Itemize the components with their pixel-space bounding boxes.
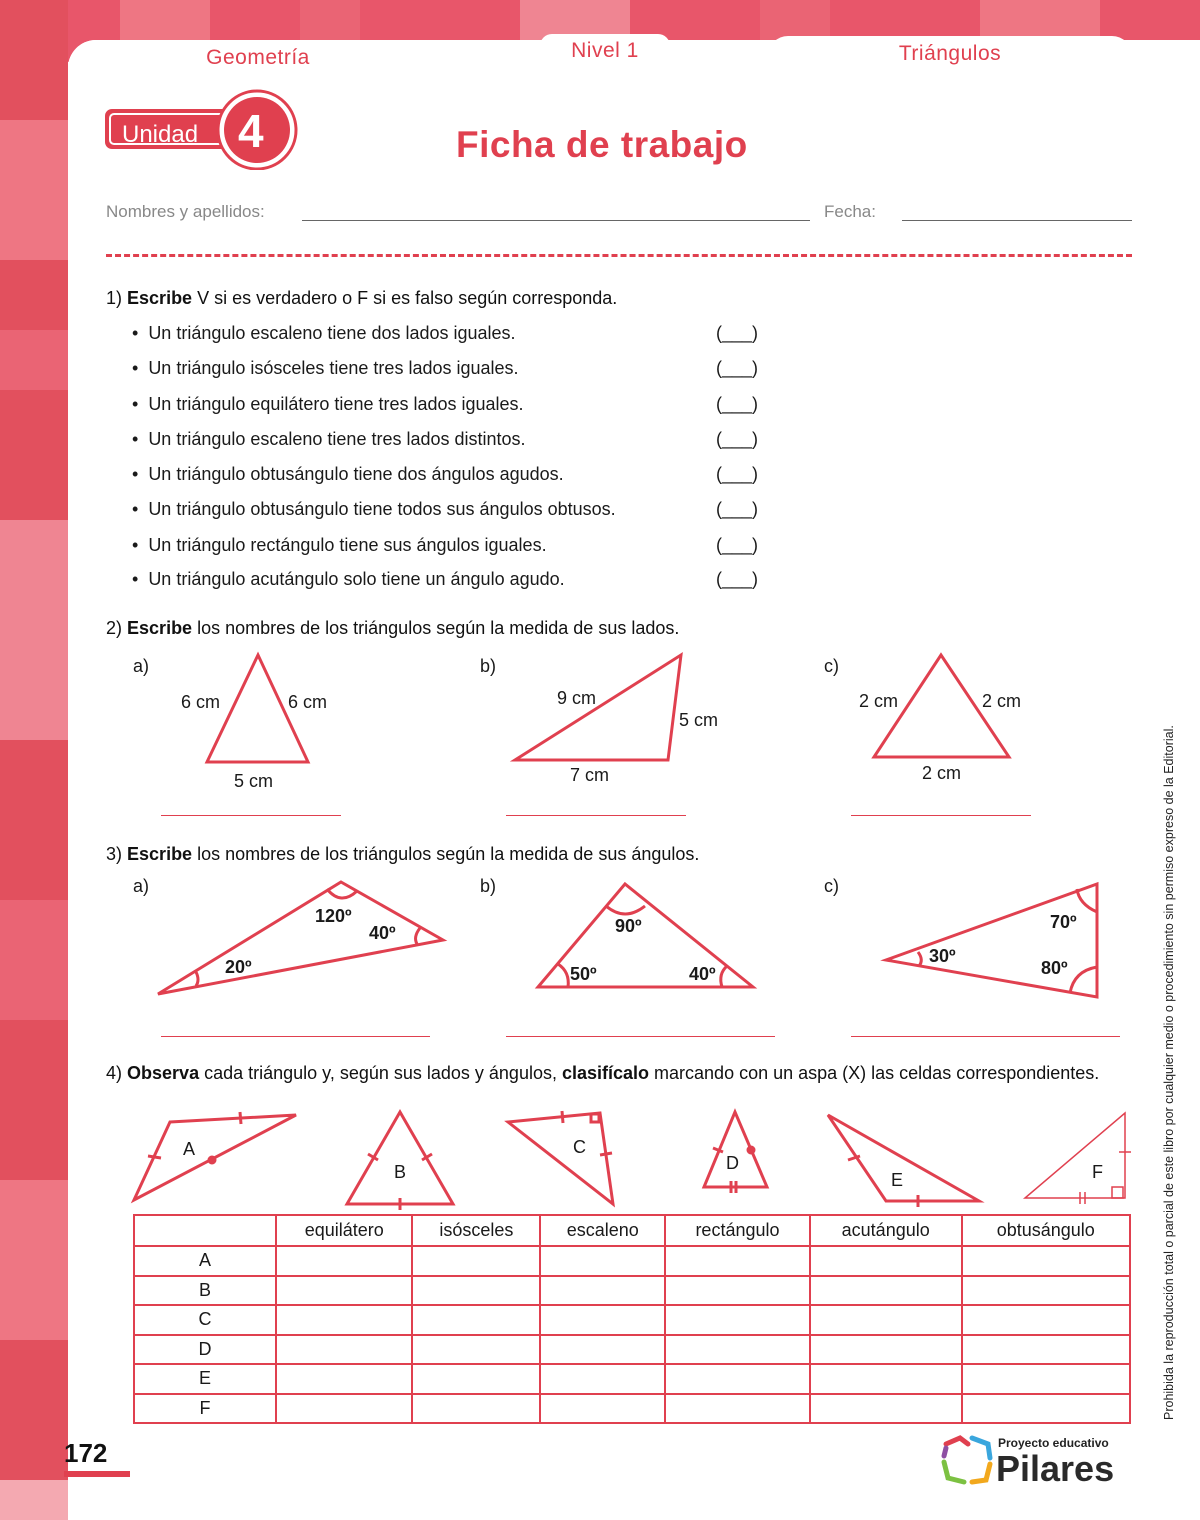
statement-text: Un triángulo escaleno tiene dos lados iguales. xyxy=(148,323,516,343)
q4-text-2: marcando con un aspa (X) las celdas correspondientes. xyxy=(649,1063,1100,1083)
legal-notice: Prohibida la reproducción total o parcial de este libro por cualquier medio o procedimiento sin permiso expreso de la Editorial. xyxy=(1162,725,1176,1420)
side-length-label: 5 cm xyxy=(679,710,719,730)
side-length-label: 5 cm xyxy=(234,771,274,791)
side-length-label: 2 cm xyxy=(859,691,899,711)
answer-blank[interactable]: (___) xyxy=(716,569,759,589)
statement-text: Un triángulo rectángulo tiene sus ángulos iguales. xyxy=(148,535,547,555)
triangle-letter: F xyxy=(1092,1162,1103,1182)
q2-number: 2) xyxy=(106,618,123,638)
list-item: • Un triángulo escaleno tiene dos lados iguales. xyxy=(132,323,516,343)
angle-label: 50º xyxy=(570,964,597,984)
q3-verb: Escribe xyxy=(127,844,193,864)
side-length-label: 6 cm xyxy=(181,692,221,712)
q4-triangle-c xyxy=(508,1111,613,1204)
brand-tagline: Proyecto educativo xyxy=(998,1436,1109,1450)
answer-blank[interactable]: (___) xyxy=(716,358,759,378)
table-row xyxy=(134,1276,1130,1306)
name-label: Nombres y apellidos: xyxy=(106,202,265,221)
answer-cell[interactable] xyxy=(412,1364,540,1394)
answer-cell[interactable] xyxy=(810,1246,962,1276)
q4-text-1: cada triángulo y, según sus lados y ángulos, xyxy=(199,1063,562,1083)
answer-cell[interactable] xyxy=(810,1364,962,1394)
column-header: isósceles xyxy=(412,1215,540,1246)
answer-cell[interactable] xyxy=(540,1335,665,1365)
brand-name: Pilares xyxy=(996,1448,1115,1489)
angle-label: 30º xyxy=(929,946,956,966)
side-length-label: 2 cm xyxy=(982,691,1022,711)
subject-tab: Geometría xyxy=(68,40,448,76)
statement-text: Un triángulo obtusángulo tiene todos sus ángulos obtusos. xyxy=(148,499,616,519)
table-corner-cell xyxy=(134,1215,276,1246)
q4-triangle-e xyxy=(828,1115,979,1207)
table-row xyxy=(134,1394,1130,1424)
column-header: acutángulo xyxy=(810,1215,962,1246)
level-tab: Nivel 1 xyxy=(540,34,670,68)
answer-cell[interactable] xyxy=(810,1394,962,1424)
angle-label: 40º xyxy=(369,923,396,943)
pilares-logo-icon xyxy=(938,1432,996,1488)
row-header: D xyxy=(134,1335,276,1365)
list-item: • Un triángulo isósceles tiene tres lados iguales. xyxy=(132,358,519,378)
answer-cell[interactable] xyxy=(810,1335,962,1365)
answer-cell[interactable] xyxy=(665,1394,810,1424)
row-header: F xyxy=(134,1394,276,1424)
side-length-label: 7 cm xyxy=(570,765,610,785)
q3-label-a: a) xyxy=(133,876,150,896)
q1-verb: Escribe xyxy=(127,288,193,308)
table-row xyxy=(134,1364,1130,1394)
list-item: • Un triángulo obtusángulo tiene dos ángulos agudos. xyxy=(132,464,564,484)
statement-text: Un triángulo obtusángulo tiene dos ángulos agudos. xyxy=(148,464,564,484)
answer-cell[interactable] xyxy=(962,1246,1131,1276)
answer-cell[interactable] xyxy=(276,1335,412,1365)
list-item: • Un triángulo equilátero tiene tres lados iguales. xyxy=(132,394,524,414)
q4-triangle-a xyxy=(134,1112,296,1200)
answer-cell[interactable] xyxy=(276,1246,412,1276)
q2-label-b: b) xyxy=(480,656,497,676)
answer-cell[interactable] xyxy=(962,1364,1131,1394)
q3-number: 3) xyxy=(106,844,123,864)
answer-cell[interactable] xyxy=(412,1246,540,1276)
q3-label-b: b) xyxy=(480,876,497,896)
row-header: B xyxy=(134,1276,276,1306)
triangle-letter: D xyxy=(726,1153,739,1173)
answer-cell[interactable] xyxy=(665,1246,810,1276)
statement-text: Un triángulo equilátero tiene tres lados iguales. xyxy=(148,394,524,414)
row-header: A xyxy=(134,1246,276,1276)
angle-label: 70º xyxy=(1050,912,1077,932)
statement-text: Un triángulo escaleno tiene tres lados distintos. xyxy=(148,429,526,449)
column-header: obtusángulo xyxy=(962,1215,1131,1246)
answer-cell[interactable] xyxy=(276,1305,412,1335)
q1-text: V si es verdadero o F si es falso según corresponda. xyxy=(192,288,618,308)
q2-text: los nombres de los triángulos según la medida de sus lados. xyxy=(192,618,680,638)
answer-cell[interactable] xyxy=(412,1305,540,1335)
answer-cell[interactable] xyxy=(962,1394,1131,1424)
q3-label-c: c) xyxy=(824,876,839,896)
answer-cell[interactable] xyxy=(810,1276,962,1306)
column-header: rectángulo xyxy=(665,1215,810,1246)
triangle-letter: E xyxy=(891,1170,904,1190)
answer-cell[interactable] xyxy=(540,1305,665,1335)
page-number: 172 xyxy=(64,1438,108,1468)
column-header: escaleno xyxy=(540,1215,665,1246)
side-length-label: 6 cm xyxy=(288,692,328,712)
answer-blank[interactable]: (___) xyxy=(716,323,759,343)
angle-label: 80º xyxy=(1041,958,1068,978)
answer-blank[interactable]: (___) xyxy=(716,429,759,449)
q4-triangle-b xyxy=(347,1112,453,1210)
unit-label: Unidad xyxy=(122,121,199,148)
page-number-underline xyxy=(64,1471,130,1477)
list-item: • Un triángulo rectángulo tiene sus ángulos iguales. xyxy=(132,535,547,555)
q2-label-a: a) xyxy=(133,656,150,676)
answer-cell[interactable] xyxy=(412,1276,540,1306)
answer-cell[interactable] xyxy=(962,1305,1131,1335)
statement-text: Un triángulo acutángulo solo tiene un ángulo agudo. xyxy=(148,569,565,589)
answer-cell[interactable] xyxy=(540,1276,665,1306)
q1-number: 1) xyxy=(106,288,123,308)
column-header: equilátero xyxy=(276,1215,412,1246)
triangle-letter: B xyxy=(394,1162,407,1182)
q3-text: los nombres de los triángulos según la medida de sus ángulos. xyxy=(192,844,700,864)
list-item: • Un triángulo acutángulo solo tiene un ángulo agudo. xyxy=(132,569,565,589)
answer-cell[interactable] xyxy=(665,1276,810,1306)
topic-tab: Triángulos xyxy=(768,36,1132,72)
answer-blank[interactable]: (___) xyxy=(716,464,759,484)
answer-cell[interactable] xyxy=(665,1335,810,1365)
table-row xyxy=(134,1305,1130,1335)
q4-triangle-f xyxy=(1025,1113,1131,1204)
q4-verb-classify: clasifícalo xyxy=(561,1063,650,1083)
classification-table xyxy=(133,1214,1131,1424)
answer-cell[interactable] xyxy=(665,1305,810,1335)
q4-verb-observe: Observa xyxy=(127,1063,200,1083)
side-length-label: 2 cm xyxy=(922,763,962,783)
angle-label: 120º xyxy=(315,906,352,926)
answer-cell[interactable] xyxy=(276,1364,412,1394)
angle-label: 90º xyxy=(615,916,642,936)
answer-cell[interactable] xyxy=(540,1394,665,1424)
triangle-letter: A xyxy=(183,1139,196,1159)
row-header: E xyxy=(134,1364,276,1394)
answer-cell[interactable] xyxy=(412,1335,540,1365)
angle-label: 20º xyxy=(225,957,252,977)
answer-cell[interactable] xyxy=(810,1305,962,1335)
list-item: • Un triángulo obtusángulo tiene todos sus ángulos obtusos. xyxy=(132,499,616,519)
page-title: Ficha de trabajo xyxy=(456,124,748,165)
side-length-label: 9 cm xyxy=(557,688,597,708)
angle-label: 40º xyxy=(689,964,716,984)
table-header-row xyxy=(134,1215,1130,1246)
answer-cell[interactable] xyxy=(962,1276,1131,1306)
unit-number: 4 xyxy=(238,105,264,157)
q2-label-c: c) xyxy=(824,656,839,676)
q4-number: 4) xyxy=(106,1063,123,1083)
q2-verb: Escribe xyxy=(127,618,193,638)
answer-blank[interactable]: (___) xyxy=(716,535,759,555)
answer-cell[interactable] xyxy=(276,1394,412,1424)
triangle-letter: C xyxy=(573,1137,586,1157)
answer-cell[interactable] xyxy=(540,1246,665,1276)
answer-cell[interactable] xyxy=(962,1335,1131,1365)
date-label: Fecha: xyxy=(824,202,876,221)
answer-cell[interactable] xyxy=(412,1394,540,1424)
answer-cell[interactable] xyxy=(540,1364,665,1394)
table-row xyxy=(134,1246,1130,1276)
statement-text: Un triángulo isósceles tiene tres lados iguales. xyxy=(148,358,519,378)
answer-blank[interactable]: (___) xyxy=(716,499,759,519)
answer-blank[interactable]: (___) xyxy=(716,394,759,414)
answer-cell[interactable] xyxy=(276,1276,412,1306)
table-row xyxy=(134,1335,1130,1365)
answer-cell[interactable] xyxy=(665,1364,810,1394)
row-header: C xyxy=(134,1305,276,1335)
list-item: • Un triángulo escaleno tiene tres lados distintos. xyxy=(132,429,526,449)
